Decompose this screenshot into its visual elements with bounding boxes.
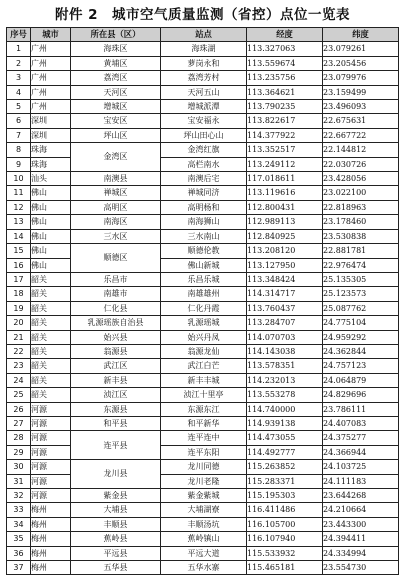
district-cell: 三水区 xyxy=(71,229,161,243)
site-cell: 荔湾芳村 xyxy=(161,71,247,85)
site-cell: 龙川老隆 xyxy=(161,474,247,488)
table-row xyxy=(7,272,399,286)
city-cell: 韶关 xyxy=(31,287,71,301)
longitude-cell: 113.327063 xyxy=(247,42,323,56)
seq-cell: 24 xyxy=(7,373,31,387)
latitude-cell: 22.675631 xyxy=(323,114,399,128)
city-cell: 韶关 xyxy=(31,359,71,373)
district-cell: 顺德区 xyxy=(71,244,161,273)
seq-cell: 30 xyxy=(7,460,31,474)
longitude-cell: 112.989113 xyxy=(247,215,323,229)
latitude-cell: 24.375277 xyxy=(323,431,399,445)
table-body xyxy=(7,42,399,575)
site-cell: 五华水寨 xyxy=(161,561,247,575)
seq-cell: 8 xyxy=(7,143,31,157)
seq-cell: 12 xyxy=(7,200,31,214)
district-cell: 东源县 xyxy=(71,402,161,416)
district-cell: 海珠区 xyxy=(71,42,161,56)
city-cell: 韶关 xyxy=(31,388,71,402)
header-latitude: 纬度 xyxy=(323,28,399,42)
latitude-cell: 23.079261 xyxy=(323,42,399,56)
district-cell: 南海区 xyxy=(71,215,161,229)
city-cell: 河源 xyxy=(31,489,71,503)
latitude-cell: 24.103725 xyxy=(323,460,399,474)
seq-cell: 7 xyxy=(7,128,31,142)
longitude-cell: 115.283371 xyxy=(247,474,323,488)
longitude-cell: 113.553278 xyxy=(247,388,323,402)
city-cell: 广州 xyxy=(31,71,71,85)
table-row xyxy=(7,330,399,344)
district-cell: 乳源瑶族自治县 xyxy=(71,316,161,330)
district-cell: 天河区 xyxy=(71,85,161,99)
longitude-cell: 114.740000 xyxy=(247,402,323,416)
seq-cell: 15 xyxy=(7,244,31,258)
district-cell: 蕉岭县 xyxy=(71,532,161,546)
district-cell: 大埔县 xyxy=(71,503,161,517)
city-cell: 佛山 xyxy=(31,215,71,229)
table-row xyxy=(7,503,399,517)
site-cell: 南海狮山 xyxy=(161,215,247,229)
site-cell: 新丰丰城 xyxy=(161,373,247,387)
seq-cell: 35 xyxy=(7,532,31,546)
table-row xyxy=(7,172,399,186)
latitude-cell: 24.959292 xyxy=(323,330,399,344)
table-row xyxy=(7,517,399,531)
longitude-cell: 115.263852 xyxy=(247,460,323,474)
latitude-cell: 24.775104 xyxy=(323,316,399,330)
city-cell: 广州 xyxy=(31,100,71,114)
district-cell: 新丰县 xyxy=(71,373,161,387)
table-row xyxy=(7,200,399,214)
site-cell: 龙川同德 xyxy=(161,460,247,474)
district-cell: 南澳县 xyxy=(71,172,161,186)
seq-cell: 27 xyxy=(7,416,31,430)
longitude-cell: 112.800431 xyxy=(247,200,323,214)
city-cell: 韶关 xyxy=(31,316,71,330)
city-cell: 佛山 xyxy=(31,258,71,272)
site-cell: 萝岗永和 xyxy=(161,56,247,70)
seq-cell: 1 xyxy=(7,42,31,56)
longitude-cell: 113.822617 xyxy=(247,114,323,128)
table-row xyxy=(7,532,399,546)
district-cell: 乐昌市 xyxy=(71,272,161,286)
site-cell: 三水南山 xyxy=(161,229,247,243)
site-cell: 增城派潭 xyxy=(161,100,247,114)
latitude-cell: 22.030726 xyxy=(323,157,399,171)
city-cell: 汕头 xyxy=(31,172,71,186)
city-cell: 梅州 xyxy=(31,517,71,531)
seq-cell: 4 xyxy=(7,85,31,99)
city-cell: 深圳 xyxy=(31,114,71,128)
site-cell: 仁化丹霞 xyxy=(161,301,247,315)
site-cell: 紫金紫城 xyxy=(161,489,247,503)
longitude-cell: 117.018611 xyxy=(247,172,323,186)
city-cell: 河源 xyxy=(31,445,71,459)
city-cell: 河源 xyxy=(31,416,71,430)
seq-cell: 3 xyxy=(7,71,31,85)
table-row xyxy=(7,445,399,459)
longitude-cell: 114.492777 xyxy=(247,445,323,459)
longitude-cell: 115.195303 xyxy=(247,489,323,503)
city-cell: 韶关 xyxy=(31,373,71,387)
district-cell: 金湾区 xyxy=(71,143,161,172)
longitude-cell: 113.352517 xyxy=(247,143,323,157)
site-cell: 乐昌乐城 xyxy=(161,272,247,286)
latitude-cell: 23.205456 xyxy=(323,56,399,70)
latitude-cell: 23.530838 xyxy=(323,229,399,243)
seq-cell: 20 xyxy=(7,316,31,330)
longitude-cell: 113.578351 xyxy=(247,359,323,373)
longitude-cell: 113.348424 xyxy=(247,272,323,286)
seq-cell: 10 xyxy=(7,172,31,186)
latitude-cell: 22.144812 xyxy=(323,143,399,157)
district-cell: 南雄市 xyxy=(71,287,161,301)
table-row xyxy=(7,143,399,157)
seq-cell: 9 xyxy=(7,157,31,171)
latitude-cell: 24.366944 xyxy=(323,445,399,459)
table-row xyxy=(7,474,399,488)
longitude-cell: 113.559674 xyxy=(247,56,323,70)
longitude-cell: 113.284707 xyxy=(247,316,323,330)
longitude-cell: 113.119616 xyxy=(247,186,323,200)
longitude-cell: 113.208120 xyxy=(247,244,323,258)
longitude-cell: 114.232013 xyxy=(247,373,323,387)
header-city: 城市 xyxy=(31,28,71,42)
latitude-cell: 23.496093 xyxy=(323,100,399,114)
latitude-cell: 23.022100 xyxy=(323,186,399,200)
site-cell: 大埔湖寮 xyxy=(161,503,247,517)
site-cell: 丰顺汤坑 xyxy=(161,517,247,531)
longitude-cell: 115.465181 xyxy=(247,561,323,575)
site-cell: 乳源瑶城 xyxy=(161,316,247,330)
latitude-cell: 22.818963 xyxy=(323,200,399,214)
site-cell: 翁源龙仙 xyxy=(161,344,247,358)
district-cell: 武江区 xyxy=(71,359,161,373)
seq-cell: 37 xyxy=(7,561,31,575)
seq-cell: 2 xyxy=(7,56,31,70)
city-cell: 广州 xyxy=(31,42,71,56)
table-header-row xyxy=(7,28,399,42)
seq-cell: 34 xyxy=(7,517,31,531)
longitude-cell: 113.249112 xyxy=(247,157,323,171)
latitude-cell: 24.829696 xyxy=(323,388,399,402)
district-cell: 高明区 xyxy=(71,200,161,214)
district-cell: 宝安区 xyxy=(71,114,161,128)
site-cell: 宝安福永 xyxy=(161,114,247,128)
latitude-cell: 24.334994 xyxy=(323,546,399,560)
longitude-cell: 116.411486 xyxy=(247,503,323,517)
city-cell: 佛山 xyxy=(31,186,71,200)
latitude-cell: 25.087762 xyxy=(323,301,399,315)
latitude-cell: 24.064879 xyxy=(323,373,399,387)
district-cell: 黄埔区 xyxy=(71,56,161,70)
table-row xyxy=(7,416,399,430)
latitude-cell: 23.428056 xyxy=(323,172,399,186)
latitude-cell: 23.443300 xyxy=(323,517,399,531)
latitude-cell: 24.394411 xyxy=(323,532,399,546)
monitoring-sites-table xyxy=(6,27,399,575)
table-row xyxy=(7,71,399,85)
site-cell: 始兴丹凤 xyxy=(161,330,247,344)
seq-cell: 11 xyxy=(7,186,31,200)
site-cell: 南雄雄州 xyxy=(161,287,247,301)
seq-cell: 22 xyxy=(7,344,31,358)
seq-cell: 23 xyxy=(7,359,31,373)
latitude-cell: 22.976474 xyxy=(323,258,399,272)
table-row xyxy=(7,344,399,358)
longitude-cell: 116.107940 xyxy=(247,532,323,546)
site-cell: 高栏南水 xyxy=(161,157,247,171)
city-cell: 河源 xyxy=(31,402,71,416)
district-cell: 禅城区 xyxy=(71,186,161,200)
site-cell: 天河五山 xyxy=(161,85,247,99)
district-cell: 坪山区 xyxy=(71,128,161,142)
city-cell: 韶关 xyxy=(31,301,71,315)
seq-cell: 29 xyxy=(7,445,31,459)
table-row xyxy=(7,402,399,416)
latitude-cell: 24.210664 xyxy=(323,503,399,517)
table-row xyxy=(7,489,399,503)
longitude-cell: 113.364621 xyxy=(247,85,323,99)
city-cell: 韶关 xyxy=(31,272,71,286)
site-cell: 平远大道 xyxy=(161,546,247,560)
table-row xyxy=(7,157,399,171)
table-row xyxy=(7,546,399,560)
seq-cell: 19 xyxy=(7,301,31,315)
city-cell: 梅州 xyxy=(31,546,71,560)
table-row xyxy=(7,85,399,99)
table-row xyxy=(7,460,399,474)
table-row xyxy=(7,316,399,330)
city-cell: 佛山 xyxy=(31,200,71,214)
longitude-cell: 115.533932 xyxy=(247,546,323,560)
latitude-cell: 24.407083 xyxy=(323,416,399,430)
district-cell: 连平县 xyxy=(71,431,161,460)
latitude-cell: 23.079976 xyxy=(323,71,399,85)
site-cell: 坪山田心山 xyxy=(161,128,247,142)
site-cell: 蕉岭镇山 xyxy=(161,532,247,546)
table-row xyxy=(7,42,399,56)
city-cell: 梅州 xyxy=(31,532,71,546)
site-cell: 高明杨和 xyxy=(161,200,247,214)
district-cell: 翁源县 xyxy=(71,344,161,358)
site-cell: 武江白芒 xyxy=(161,359,247,373)
seq-cell: 5 xyxy=(7,100,31,114)
seq-cell: 13 xyxy=(7,215,31,229)
city-cell: 珠海 xyxy=(31,157,71,171)
site-cell: 东源东江 xyxy=(161,402,247,416)
district-cell: 紫金县 xyxy=(71,489,161,503)
latitude-cell: 25.123573 xyxy=(323,287,399,301)
table-row xyxy=(7,359,399,373)
table-row xyxy=(7,373,399,387)
city-cell: 梅州 xyxy=(31,561,71,575)
district-cell: 浈江区 xyxy=(71,388,161,402)
city-cell: 深圳 xyxy=(31,128,71,142)
longitude-cell: 113.127950 xyxy=(247,258,323,272)
district-cell: 仁化县 xyxy=(71,301,161,315)
longitude-cell: 114.314717 xyxy=(247,287,323,301)
city-cell: 佛山 xyxy=(31,244,71,258)
table-row xyxy=(7,128,399,142)
longitude-cell: 113.760437 xyxy=(247,301,323,315)
table-row xyxy=(7,301,399,315)
site-cell: 金湾红旗 xyxy=(161,143,247,157)
latitude-cell: 23.554730 xyxy=(323,561,399,575)
table-row xyxy=(7,287,399,301)
table-row xyxy=(7,244,399,258)
seq-cell: 25 xyxy=(7,388,31,402)
site-cell: 连平东阳 xyxy=(161,445,247,459)
site-cell: 顺德伦教 xyxy=(161,244,247,258)
site-cell: 浈江十里亭 xyxy=(161,388,247,402)
city-cell: 河源 xyxy=(31,474,71,488)
header-seq: 序号 xyxy=(7,28,31,42)
table-row xyxy=(7,229,399,243)
longitude-cell: 114.070703 xyxy=(247,330,323,344)
longitude-cell: 114.939138 xyxy=(247,416,323,430)
latitude-cell: 24.757123 xyxy=(323,359,399,373)
latitude-cell: 24.111183 xyxy=(323,474,399,488)
latitude-cell: 23.786111 xyxy=(323,402,399,416)
city-cell: 韶关 xyxy=(31,330,71,344)
seq-cell: 14 xyxy=(7,229,31,243)
longitude-cell: 113.790235 xyxy=(247,100,323,114)
seq-cell: 21 xyxy=(7,330,31,344)
longitude-cell: 114.473055 xyxy=(247,431,323,445)
table-row xyxy=(7,100,399,114)
seq-cell: 36 xyxy=(7,546,31,560)
seq-cell: 28 xyxy=(7,431,31,445)
longitude-cell: 114.143038 xyxy=(247,344,323,358)
header-district: 所在县（区） xyxy=(71,28,161,42)
table-row xyxy=(7,431,399,445)
district-cell: 始兴县 xyxy=(71,330,161,344)
district-cell: 平远县 xyxy=(71,546,161,560)
latitude-cell: 22.667722 xyxy=(323,128,399,142)
district-cell: 增城区 xyxy=(71,100,161,114)
seq-cell: 33 xyxy=(7,503,31,517)
latitude-cell: 23.178460 xyxy=(323,215,399,229)
city-cell: 韶关 xyxy=(31,344,71,358)
city-cell: 广州 xyxy=(31,85,71,99)
table-row xyxy=(7,561,399,575)
latitude-cell: 23.644268 xyxy=(323,489,399,503)
city-cell: 河源 xyxy=(31,431,71,445)
header-longitude: 经度 xyxy=(247,28,323,42)
district-cell: 和平县 xyxy=(71,416,161,430)
table-row xyxy=(7,114,399,128)
latitude-cell: 25.135305 xyxy=(323,272,399,286)
seq-cell: 17 xyxy=(7,272,31,286)
seq-cell: 31 xyxy=(7,474,31,488)
longitude-cell: 113.235756 xyxy=(247,71,323,85)
site-cell: 禅城同济 xyxy=(161,186,247,200)
seq-cell: 16 xyxy=(7,258,31,272)
table-row xyxy=(7,186,399,200)
latitude-cell: 24.362844 xyxy=(323,344,399,358)
site-cell: 连平连中 xyxy=(161,431,247,445)
city-cell: 广州 xyxy=(31,56,71,70)
seq-cell: 18 xyxy=(7,287,31,301)
table-row xyxy=(7,215,399,229)
longitude-cell: 114.377922 xyxy=(247,128,323,142)
district-cell: 荔湾区 xyxy=(71,71,161,85)
site-cell: 和平新华 xyxy=(161,416,247,430)
header-site: 站点 xyxy=(161,28,247,42)
table-row xyxy=(7,258,399,272)
city-cell: 河源 xyxy=(31,460,71,474)
city-cell: 梅州 xyxy=(31,503,71,517)
longitude-cell: 112.840925 xyxy=(247,229,323,243)
district-cell: 五华县 xyxy=(71,561,161,575)
city-cell: 珠海 xyxy=(31,143,71,157)
district-cell: 龙川县 xyxy=(71,460,161,489)
site-cell: 海珠湖 xyxy=(161,42,247,56)
site-cell: 佛山新城 xyxy=(161,258,247,272)
district-cell: 丰顺县 xyxy=(71,517,161,531)
site-cell: 南澳后宅 xyxy=(161,172,247,186)
seq-cell: 26 xyxy=(7,402,31,416)
seq-cell: 6 xyxy=(7,114,31,128)
seq-cell: 32 xyxy=(7,489,31,503)
table-row xyxy=(7,388,399,402)
table-row xyxy=(7,56,399,70)
city-cell: 佛山 xyxy=(31,229,71,243)
latitude-cell: 22.881781 xyxy=(323,244,399,258)
latitude-cell: 23.159499 xyxy=(323,85,399,99)
document-title: 附件 2 城市空气质量监测（省控）点位一览表 xyxy=(54,7,351,23)
longitude-cell: 116.105700 xyxy=(247,517,323,531)
